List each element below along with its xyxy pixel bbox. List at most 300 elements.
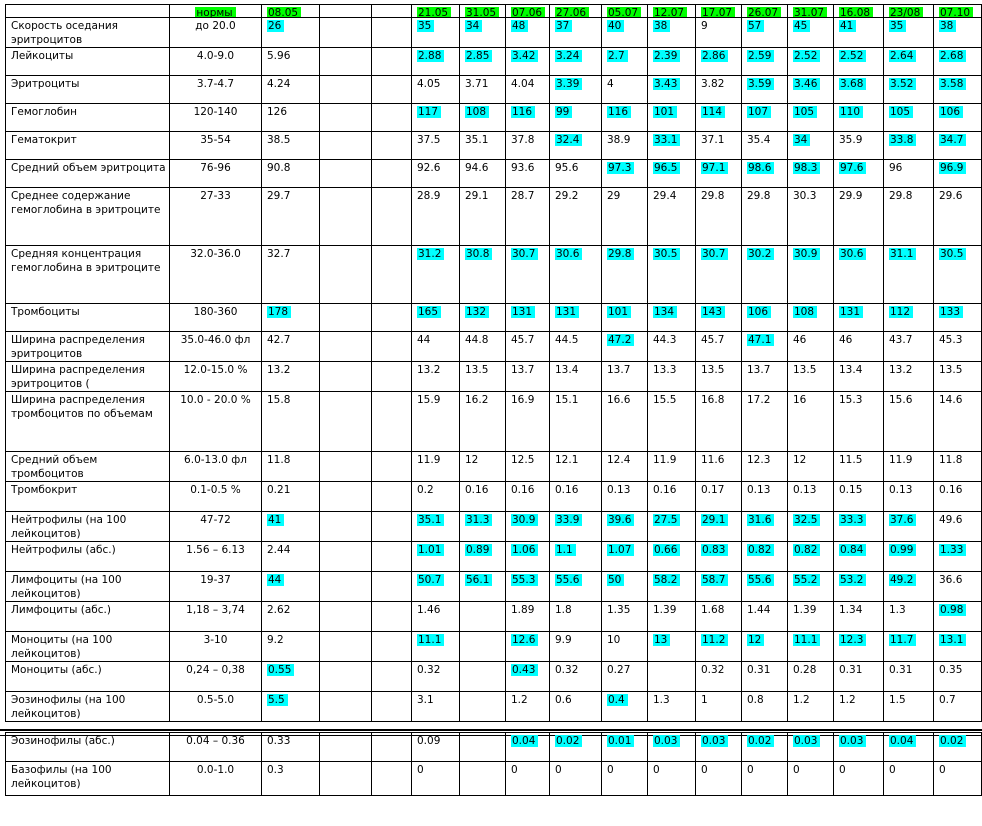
row-value-text: 1.8: [555, 604, 572, 616]
row-value: [696, 572, 742, 602]
row-empty: [320, 332, 372, 362]
row-label: [5, 48, 170, 76]
row-value-text: 27.5: [653, 514, 680, 526]
row-value-text: 3.43: [653, 78, 680, 90]
row-value: [460, 732, 506, 762]
row-value: [788, 662, 834, 692]
row-base-value: [262, 160, 320, 188]
row-value: [834, 188, 884, 246]
row-value: [602, 188, 648, 246]
row-value-text: 38: [653, 20, 670, 32]
row-value-text: 143: [701, 306, 725, 318]
header-date: [934, 4, 982, 18]
row-label: [5, 452, 170, 482]
row-label: [5, 18, 170, 48]
row-value-text: 13.2: [889, 364, 913, 376]
row-value: [648, 188, 696, 246]
row-label-text: Тромбоциты: [11, 306, 80, 318]
row-value-text: 30.5: [939, 248, 966, 260]
row-value: [506, 482, 550, 512]
row-value-text: 1.5: [889, 694, 906, 706]
row-value: [412, 762, 460, 796]
row-value: [788, 160, 834, 188]
row-value: [934, 602, 982, 632]
header-date-text: 05.07: [607, 7, 641, 18]
row-norm: [170, 732, 262, 762]
row-value: [934, 18, 982, 48]
row-value-text: 35.9: [839, 134, 863, 146]
row-value-text: 30.5: [653, 248, 680, 260]
row-norm: [170, 362, 262, 392]
row-value: [648, 572, 696, 602]
row-label-text: Гемоглобин: [11, 106, 78, 118]
row-label: [5, 662, 170, 692]
row-empty: [372, 160, 412, 188]
row-base-value: [262, 512, 320, 542]
row-value: [934, 762, 982, 796]
row-label: [5, 362, 170, 392]
row-base-value-text: 32.7: [267, 248, 291, 260]
row-base-value: [262, 632, 320, 662]
row-value-text: 0.16: [939, 484, 963, 496]
row-value-text: 0.31: [747, 664, 771, 676]
row-value: [602, 542, 648, 572]
row-value: [696, 732, 742, 762]
row-value: [550, 362, 602, 392]
row-value: [460, 452, 506, 482]
row-value-text: 117: [417, 106, 441, 118]
row-value: [696, 542, 742, 572]
row-value-text: 45.3: [939, 334, 963, 346]
row-value: [602, 762, 648, 796]
row-value: [602, 332, 648, 362]
row-value-text: 3.58: [939, 78, 966, 90]
row-value-text: 2.64: [889, 50, 916, 62]
table-row: [0, 452, 982, 482]
row-value: [934, 48, 982, 76]
row-norm-text: 32.0-36.0: [190, 248, 241, 260]
row-base-value: [262, 104, 320, 132]
row-value-text: 0.04: [889, 735, 916, 747]
row-value-text: 108: [465, 106, 489, 118]
row-value-text: 11.6: [701, 454, 725, 466]
row-label-text: Эритроциты: [11, 78, 80, 90]
row-value-text: 16.8: [701, 394, 725, 406]
row-value-text: 31.1: [889, 248, 916, 260]
row-value: [934, 362, 982, 392]
row-value: [648, 160, 696, 188]
header-date-text: 21.05: [417, 7, 451, 18]
row-norm: [170, 512, 262, 542]
row-empty: [372, 632, 412, 662]
row-base-value: [262, 732, 320, 762]
row-value: [550, 542, 602, 572]
row-value-text: 3.24: [555, 50, 582, 62]
row-norm-text: 0.5-5.0: [196, 694, 235, 706]
row-value-text: 14.6: [939, 394, 963, 406]
row-value-text: 0.31: [889, 664, 913, 676]
row-value: [788, 48, 834, 76]
header-empty: [372, 4, 412, 18]
row-value-text: 10: [607, 634, 621, 646]
row-norm: [170, 104, 262, 132]
row-value: [742, 132, 788, 160]
row-value-text: 12: [465, 454, 479, 466]
row-value-text: 3.39: [555, 78, 582, 90]
row-value-text: 30.2: [747, 248, 774, 260]
row-value-text: 44.8: [465, 334, 489, 346]
row-value: [550, 188, 602, 246]
row-value-text: 35: [889, 20, 906, 32]
row-value-text: 39.6: [607, 514, 634, 526]
table-row: [0, 132, 982, 160]
row-norm: [170, 48, 262, 76]
row-value-text: 33.1: [653, 134, 680, 146]
row-value: [648, 304, 696, 332]
row-empty: [320, 662, 372, 692]
row-value: [460, 104, 506, 132]
row-value-text: 0: [653, 764, 660, 776]
row-value: [602, 692, 648, 722]
row-label: [5, 332, 170, 362]
table-row: [0, 332, 982, 362]
row-value: [696, 662, 742, 692]
row-value: [506, 304, 550, 332]
row-value-text: 0: [839, 764, 846, 776]
row-value-text: 0: [555, 764, 562, 776]
row-value: [506, 542, 550, 572]
row-value-text: 53.2: [839, 574, 866, 586]
row-value: [696, 160, 742, 188]
row-norm: [170, 160, 262, 188]
row-value-text: 12.4: [607, 454, 631, 466]
row-value: [506, 732, 550, 762]
row-value-text: 2.86: [701, 50, 728, 62]
row-value: [648, 132, 696, 160]
row-value-text: 11.2: [701, 634, 728, 646]
row-value: [550, 76, 602, 104]
row-value: [648, 452, 696, 482]
row-value: [884, 104, 934, 132]
row-value: [742, 732, 788, 762]
row-value-text: 98.6: [747, 162, 774, 174]
row-value-text: 12.3: [839, 634, 866, 646]
row-value-text: 1.06: [511, 544, 538, 556]
row-norm: [170, 392, 262, 452]
row-empty: [320, 48, 372, 76]
row-value-text: 0.32: [555, 664, 579, 676]
row-value: [460, 542, 506, 572]
row-label: [5, 132, 170, 160]
row-value-text: 0.8: [747, 694, 764, 706]
row-value: [742, 602, 788, 632]
row-value-text: 29.9: [839, 190, 863, 202]
row-label-text: Моноциты (на 100 лейкоцитов): [11, 634, 113, 660]
row-value: [412, 632, 460, 662]
header-date: [602, 4, 648, 18]
row-value: [788, 132, 834, 160]
row-value-text: 37: [555, 20, 572, 32]
row-value-text: 31.2: [417, 248, 444, 260]
row-base-value-text: 0.21: [267, 484, 291, 496]
row-value: [506, 662, 550, 692]
row-norm: [170, 304, 262, 332]
row-value: [884, 160, 934, 188]
row-value-text: 0.03: [653, 735, 680, 747]
row-value: [602, 602, 648, 632]
row-value-text: 2.52: [839, 50, 866, 62]
row-value: [884, 332, 934, 362]
header-date-text: 16.08: [839, 7, 873, 18]
row-value-text: 3.52: [889, 78, 916, 90]
table-row: [0, 762, 982, 796]
row-value-text: 58.2: [653, 574, 680, 586]
row-value: [934, 482, 982, 512]
row-value: [696, 132, 742, 160]
row-base-value: [262, 542, 320, 572]
row-value: [412, 188, 460, 246]
row-value-text: 0.83: [701, 544, 728, 556]
row-value-text: 3.1: [417, 694, 434, 706]
row-value-text: 1.2: [793, 694, 810, 706]
row-value: [884, 304, 934, 332]
row-value-text: 29.4: [653, 190, 677, 202]
row-value: [788, 692, 834, 722]
row-label-text: Скорость оседания эритроцитов: [11, 20, 118, 46]
row-value: [550, 48, 602, 76]
row-empty: [320, 602, 372, 632]
header-date-text: 07.10: [939, 7, 973, 18]
row-value: [602, 104, 648, 132]
row-value: [412, 48, 460, 76]
row-value-text: 1.01: [417, 544, 444, 556]
row-value: [788, 602, 834, 632]
row-value-text: 96: [889, 162, 903, 174]
header-date: [788, 4, 834, 18]
row-value-text: 133: [939, 306, 963, 318]
row-label: [5, 542, 170, 572]
row-value-text: 46: [793, 334, 807, 346]
row-value: [648, 762, 696, 796]
row-value-text: 29.6: [939, 190, 963, 202]
row-empty: [320, 188, 372, 246]
row-value: [648, 692, 696, 722]
row-norm-text: 10.0 - 20.0 %: [180, 394, 251, 406]
row-value: [412, 572, 460, 602]
row-value-text: 1.2: [839, 694, 856, 706]
row-value: [602, 18, 648, 48]
row-value-text: 131: [511, 306, 535, 318]
row-norm-text: 35-54: [200, 134, 231, 146]
row-value-text: 30.7: [701, 248, 728, 260]
row-value-text: 30.6: [555, 248, 582, 260]
row-value-text: 93.6: [511, 162, 535, 174]
row-base-value: [262, 188, 320, 246]
table-row: [0, 512, 982, 542]
row-norm: [170, 542, 262, 572]
row-norm: [170, 482, 262, 512]
row-label: [5, 632, 170, 662]
row-value: [834, 304, 884, 332]
row-label-text: Базофилы (на 100 лейкоцитов): [11, 764, 112, 790]
row-value-text: 4.05: [417, 78, 441, 90]
row-base-value: [262, 362, 320, 392]
row-value-text: 11.1: [417, 634, 444, 646]
header-date: [550, 4, 602, 18]
header-blank: [5, 4, 170, 18]
row-label-text: Лейкоциты: [11, 50, 74, 62]
row-value: [834, 104, 884, 132]
row-value: [788, 512, 834, 542]
row-value: [742, 76, 788, 104]
row-value-text: 101: [607, 306, 631, 318]
row-value: [788, 304, 834, 332]
row-empty: [320, 692, 372, 722]
row-value: [884, 452, 934, 482]
row-value-text: 96.5: [653, 162, 680, 174]
table-row: [0, 304, 982, 332]
table-row: [0, 732, 982, 762]
row-value: [460, 632, 506, 662]
row-value-text: 1.39: [793, 604, 817, 616]
row-base-value-text: 29.7: [267, 190, 291, 202]
row-value-text: 13: [653, 634, 670, 646]
row-label-text: Эозинофилы (абс.): [11, 735, 115, 747]
row-value-text: 3.68: [839, 78, 866, 90]
row-value: [742, 572, 788, 602]
row-value: [696, 304, 742, 332]
row-value-text: 2.85: [465, 50, 492, 62]
header-date: [412, 4, 460, 18]
row-value: [460, 762, 506, 796]
row-value: [884, 482, 934, 512]
header-norms: [170, 4, 262, 18]
table-row: [0, 188, 982, 246]
row-base-value-text: 178: [267, 306, 291, 318]
row-value-text: 31.6: [747, 514, 774, 526]
row-norm: [170, 76, 262, 104]
row-value-text: 57: [747, 20, 764, 32]
row-value-text: 96.9: [939, 162, 966, 174]
row-base-value: [262, 332, 320, 362]
header-base-date-text: 08.05: [267, 7, 301, 18]
row-norm-text: 3.7-4.7: [196, 78, 235, 90]
row-value: [648, 392, 696, 452]
row-value-text: 29.1: [465, 190, 489, 202]
row-value: [788, 104, 834, 132]
row-value-text: 0.82: [793, 544, 820, 556]
row-value: [506, 104, 550, 132]
row-value: [884, 692, 934, 722]
row-value: [602, 662, 648, 692]
row-value: [934, 76, 982, 104]
row-value: [696, 188, 742, 246]
row-value: [412, 542, 460, 572]
row-value-text: 0.89: [465, 544, 492, 556]
row-value: [696, 48, 742, 76]
row-value: [696, 362, 742, 392]
row-value-text: 94.6: [465, 162, 489, 174]
row-value-text: 97.3: [607, 162, 634, 174]
row-value: [696, 246, 742, 304]
row-value: [742, 762, 788, 796]
row-value-text: 98.3: [793, 162, 820, 174]
row-value: [412, 76, 460, 104]
row-value-text: 37.5: [417, 134, 441, 146]
row-label-text: Средняя концентрация гемоглобина в эритроците: [11, 248, 161, 274]
row-value-text: 49.2: [889, 574, 916, 586]
row-value-text: 0.66: [653, 544, 680, 556]
row-norm: [170, 132, 262, 160]
row-value-text: 34.7: [939, 134, 966, 146]
row-value-text: 35: [417, 20, 434, 32]
row-label-text: Среднее содержание гемоглобина в эритроците: [11, 190, 161, 216]
row-empty: [372, 662, 412, 692]
row-value: [648, 104, 696, 132]
row-empty: [372, 602, 412, 632]
row-value: [506, 246, 550, 304]
row-value-text: 12: [747, 634, 764, 646]
row-value: [506, 160, 550, 188]
row-value-text: 1.68: [701, 604, 725, 616]
row-empty: [372, 246, 412, 304]
row-value: [506, 48, 550, 76]
row-value-text: 114: [701, 106, 725, 118]
row-value-text: 134: [653, 306, 677, 318]
row-value-text: 30.8: [465, 248, 492, 260]
row-value: [742, 104, 788, 132]
row-value-text: 0: [417, 764, 424, 776]
row-value-text: 0: [889, 764, 896, 776]
row-value: [788, 452, 834, 482]
row-value-text: 17.2: [747, 394, 771, 406]
row-value-text: 0.16: [555, 484, 579, 496]
row-value: [506, 692, 550, 722]
row-value: [648, 542, 696, 572]
header-date-text: 12.07: [653, 7, 687, 18]
row-value: [884, 76, 934, 104]
row-value: [550, 692, 602, 722]
table-row: [0, 246, 982, 304]
row-empty: [372, 362, 412, 392]
table-row: [0, 18, 982, 48]
row-norm-text: 4.0-9.0: [196, 50, 235, 62]
row-base-value: [262, 662, 320, 692]
row-value-text: 11.5: [839, 454, 863, 466]
row-base-value: [262, 132, 320, 160]
row-label: [5, 104, 170, 132]
row-value: [934, 160, 982, 188]
row-norm-text: 120-140: [193, 106, 238, 118]
row-value: [934, 662, 982, 692]
table-row: [0, 362, 982, 392]
row-value: [460, 332, 506, 362]
row-value-text: 47.1: [747, 334, 774, 346]
row-value: [934, 512, 982, 542]
row-value-text: 13.2: [417, 364, 441, 376]
row-label-text: Тромбокрит: [11, 484, 78, 496]
row-value-text: 55.3: [511, 574, 538, 586]
row-value: [834, 246, 884, 304]
row-value: [834, 572, 884, 602]
header-date: [884, 4, 934, 18]
row-value-text: 0.02: [555, 735, 582, 747]
row-value: [834, 632, 884, 662]
header-date: [742, 4, 788, 18]
row-value: [648, 602, 696, 632]
row-value: [550, 18, 602, 48]
row-value: [506, 18, 550, 48]
